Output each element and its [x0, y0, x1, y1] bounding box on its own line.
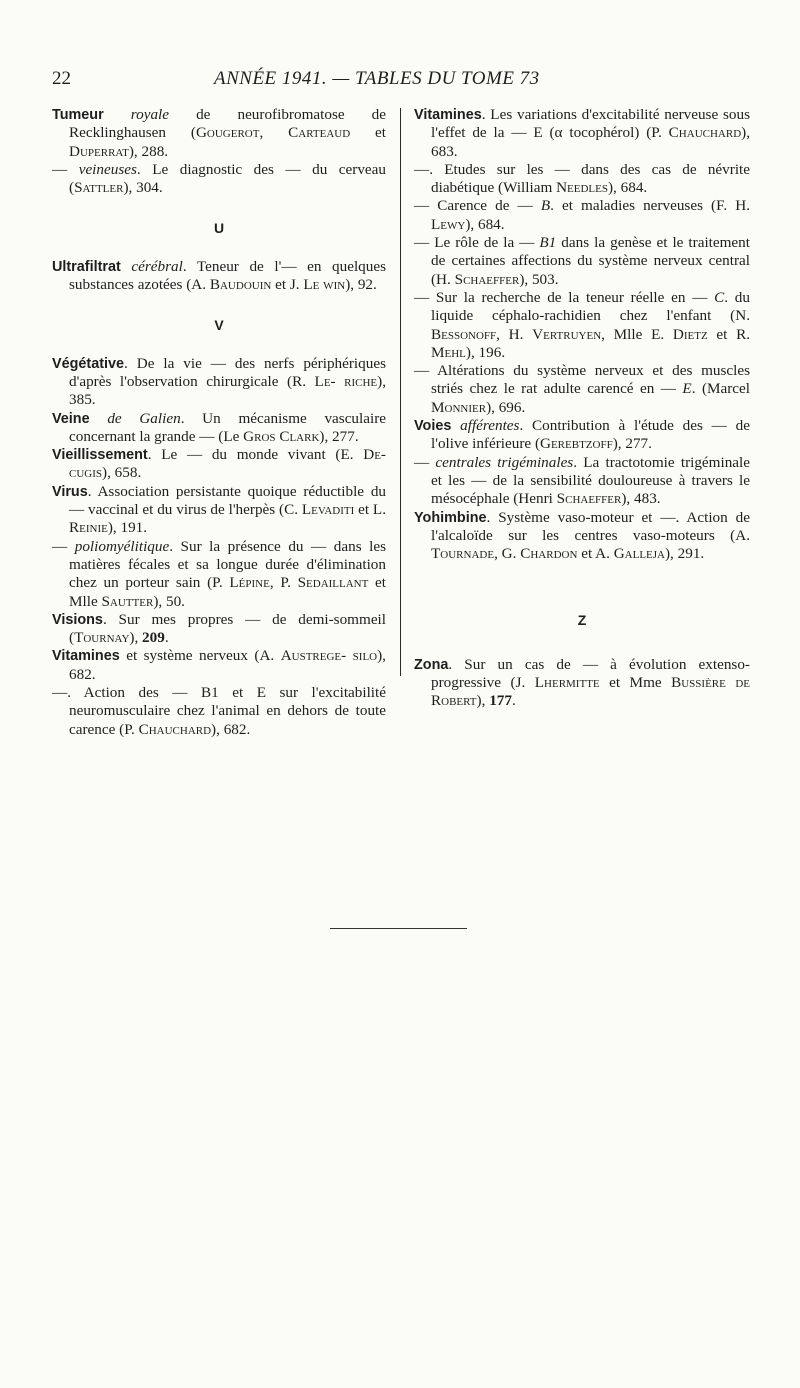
author-name: Sautter [101, 592, 154, 610]
end-rule [330, 928, 467, 929]
author-name: Vertruyen [532, 325, 602, 343]
author-name: Mehl [431, 343, 466, 361]
author-name: Gros Clark [243, 427, 320, 445]
headword: Voies [414, 418, 452, 435]
index-entry-vieillissement: Vieillissement. Le — du monde vivant (E. De- cugis), 658. [52, 446, 386, 482]
author-name: Schaeffer [556, 490, 622, 508]
headword: Vitamines [414, 107, 482, 123]
index-entry-vitamines-carence: — Carence de — B. et maladies nerveuses (F. H. Lewy), 684. [414, 197, 750, 233]
author-name: Needles [556, 179, 608, 197]
author-name: Bessonoff [431, 325, 497, 343]
author-name: Baudouin [209, 276, 272, 294]
section-letter-v: V [214, 317, 224, 334]
author-name: Schaeffer [454, 270, 520, 288]
page-reference: 209 [142, 629, 165, 647]
headword: Vieillissement [52, 447, 148, 464]
author-name: Lewy [431, 215, 466, 233]
author-name: Austrege- silo [280, 647, 378, 665]
headword: Yohimbine [414, 509, 487, 526]
index-entry-vitamines-etudes: —. Etudes sur les — dans des cas de névrite diabétique (William Needles), 684. [414, 160, 750, 197]
author-name: Bussière de Robert [431, 674, 750, 710]
author-name: Chauchard [138, 720, 212, 738]
index-entry-ultrafiltrat: Ultrafiltrat cérébral. Teneur de l'— en quelques substances azotées (A. Baudouin et J. Le win), 92. [52, 257, 387, 294]
author-name: Chardon [520, 545, 578, 563]
page-reference: 177 [489, 692, 512, 710]
headword: Ultrafiltrat [52, 258, 121, 275]
author-name: Chauchard [668, 124, 742, 142]
author-name: Dietz [672, 325, 708, 343]
author-name: Tournade [431, 545, 495, 563]
headword: Zona [414, 656, 449, 673]
author-name: Reinie [69, 519, 108, 537]
headword: Virus [52, 483, 88, 500]
column-divider [400, 108, 401, 676]
index-entry-zona: Zona. Sur un cas de — à évolution extenso-progressive (J. Lhermitte et Mme Bussière de Robert), 177. [414, 655, 750, 710]
section-letter-u: U [213, 220, 225, 237]
index-column-left [52, 106, 386, 739]
index-entry-vitamines: Vitamines et système nerveux (A. Austrege- silo), 682. [52, 647, 386, 683]
index-entry-vegetative: Végétative. De la vie — des nerfs périphériques d'après l'observation chirurgicale (R. Le- riche), 385. [52, 354, 386, 409]
headword: Tumeur [52, 107, 104, 123]
page-number: 22 [52, 68, 71, 89]
index-entry-voies-centrales: — centrales trigéminales. La tractotomie trigéminale et les — de la sensibilité douloureuse à travers le mésocéphale (Henri Schaeffer), 483. [414, 453, 751, 508]
author-name: Sattler [74, 179, 124, 197]
author-name: Levaditi [301, 501, 355, 519]
index-column-right [414, 106, 750, 711]
headword: Visions [52, 611, 103, 628]
index-entry-visions: Visions. Sur mes propres — de demi-sommeil (Tournay), 209. [52, 610, 386, 647]
index-entry-vitamines-recherche: — Sur la recherche de la teneur réelle en — C. du liquide céphalo-rachidien chez l'enfant (N. Bessonoff, H. Vertruyen, Mlle E. Dietz et R. Mehl), 196. [414, 288, 751, 361]
author-name: Carteaud [288, 124, 351, 142]
author-name: Tournay [74, 629, 130, 647]
running-title: ANNÉE 1941. — TABLES DU TOME 73 [214, 68, 540, 89]
author-name: Gerebtzoff [540, 435, 613, 453]
headword: Végétative [52, 355, 124, 372]
author-name: Gougerot [195, 124, 260, 142]
index-entry-vitamines-role: — Le rôle de la — B1 dans la genèse et le traitement de certaines affections du système nerveux central (H. Schaeffer), 503. [414, 234, 750, 288]
headword: Vitamines [52, 648, 120, 665]
author-name: Duperrat [69, 142, 129, 160]
section-letter-z: Z [577, 612, 587, 629]
author-name: Lhermitte [534, 674, 600, 692]
index-entry-virus: Virus. Association persistante quoique réductible du — vaccinal et du virus de l'herpès (C. Levaditi et L. Reinie), 191. [52, 482, 386, 537]
index-entry-vitamines-action: —. Action des — B1 et E sur l'excitabilité neuromusculaire chez l'animal en dehors de toute carence (P. Chauchard), 682. [52, 684, 386, 738]
index-entry-voies: Voies afférentes. Contribution à l'étude des — de l'olive inférieure (Gerebtzoff), 277. [414, 417, 750, 453]
index-entry-yohimbine: Yohimbine. Système vaso-moteur et —. Action de l'alcaloïde sur les centres vaso-moteurs (A. Tournade, G. Chardon et A. Galleja), 291. [414, 508, 750, 563]
author-name: Lépine [229, 574, 270, 592]
headword: Veine [52, 410, 90, 427]
index-entry-veineuses: — veineuses. Le diagnostic des — du cerveau (Sattler), 304. [52, 160, 387, 197]
index-entry-poliomyelitique: — poliomyélitique. Sur la présence du — dans les matières fécales et sa longue durée d'élimination chez un porteur sain (P. Lépine, P. Sedaillant et Mlle Sautter), 50. [52, 537, 387, 610]
author-name: Monnier [431, 398, 487, 416]
index-entry-vitamines-variations: Vitamines. Les variations d'excitabilité nerveuse sous l'effet de la — E (α tocophérol) (P. Chauchard), 683. [414, 106, 750, 160]
index-entry-tumeur: Tumeur royale de neurofibromatose de Recklinghausen (Gougerot, Carteaud et Duperrat), 288. [52, 106, 386, 160]
author-name: Sedaillant [297, 574, 369, 592]
author-name: Le win [303, 276, 346, 294]
index-entry-vitamines-alterations: — Altérations du système nerveux et des muscles striés chez le rat adulte carencé en — E. (Marcel Monnier), 696. [414, 362, 751, 416]
author-name: Le- riche [314, 372, 378, 390]
author-name: Galleja [613, 545, 665, 563]
index-entry-veine: Veine de Galien. Un mécanisme vasculaire concernant la grande — (Le Gros Clark), 277. [52, 409, 387, 445]
author-name: De- cugis [69, 446, 386, 482]
